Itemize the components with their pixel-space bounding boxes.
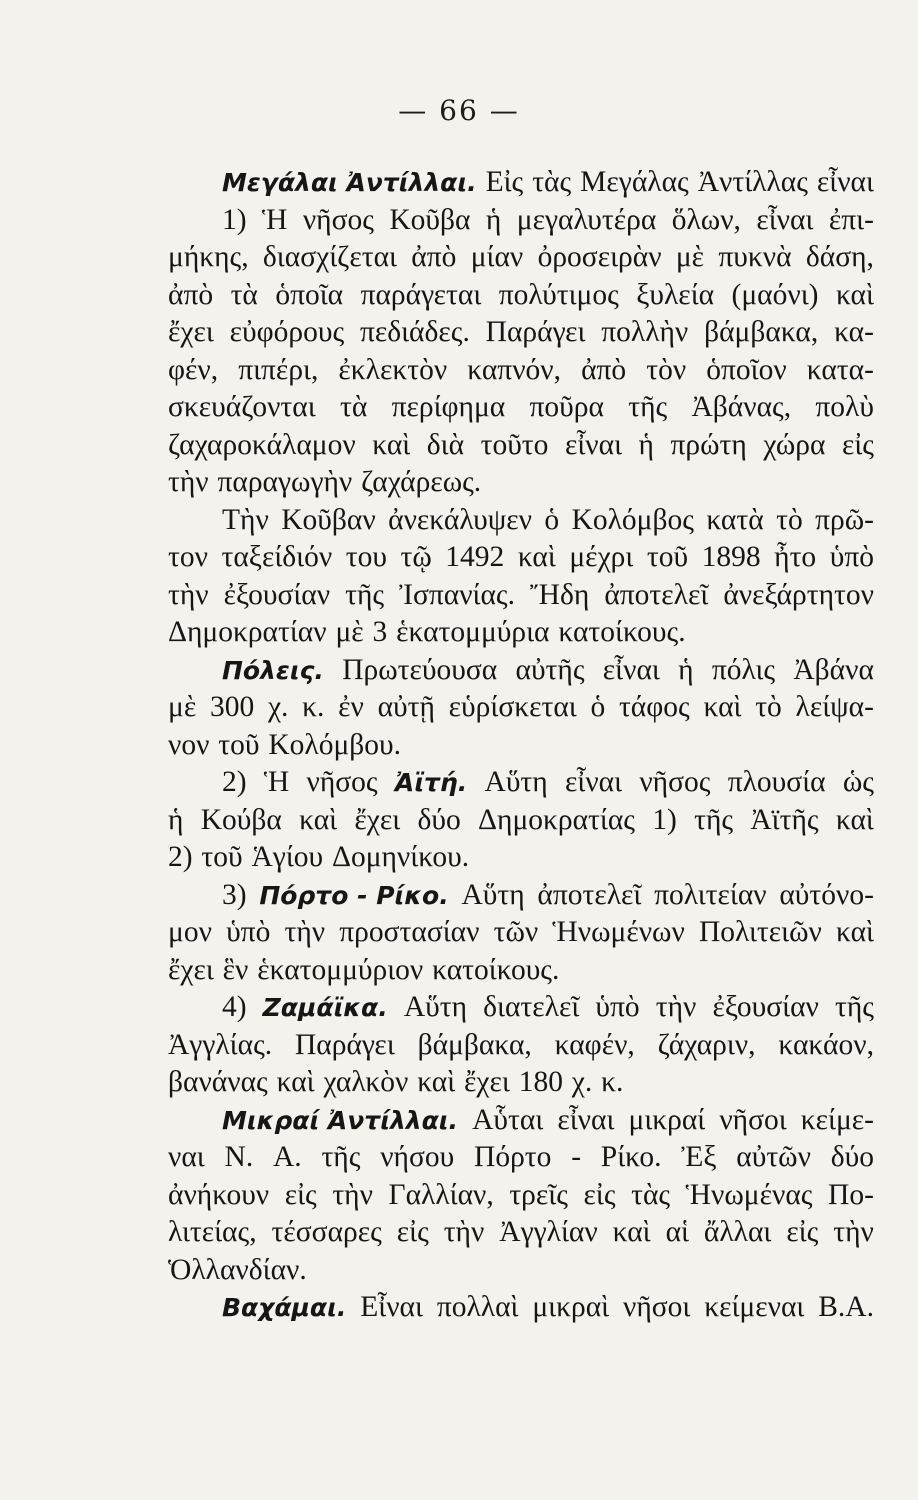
word: 3	[372, 616, 388, 648]
word: καὶ	[836, 916, 874, 948]
word: Παράγει	[294, 1028, 395, 1061]
word: προστασίαν	[339, 916, 480, 948]
text-line	[168, 989, 874, 1027]
word: πυκνὰ	[718, 241, 792, 273]
word: ἑκατομμύρια	[396, 616, 550, 648]
word: χ.	[267, 691, 289, 723]
word: τὴν	[655, 991, 697, 1023]
word: λιτείας,	[168, 1216, 257, 1248]
text-line	[168, 389, 874, 427]
word: Δομηνίκου.	[331, 841, 470, 873]
word: ἔχει	[168, 953, 214, 986]
word: διασχίζεται	[262, 241, 397, 273]
section-heading: Πόρτο - Ρίκο.	[259, 880, 449, 910]
word: μὲ	[335, 616, 364, 648]
word: βάμβακα,	[704, 316, 819, 348]
word: Αὕτη	[403, 991, 468, 1023]
word: 180	[518, 1066, 563, 1098]
word: τοῦ	[218, 728, 260, 761]
word: μεγαλυτέρα	[516, 203, 657, 236]
word: ὑπὸ	[595, 991, 640, 1023]
word: Ἤδη	[530, 578, 590, 611]
word: μικραὶ	[532, 1291, 610, 1323]
word: νῆσος	[639, 766, 711, 798]
word: ἡ	[168, 803, 184, 836]
text-line	[168, 464, 874, 502]
body-text	[168, 164, 874, 1327]
word: εἰς	[583, 1178, 616, 1211]
word: πολλαὶ	[436, 1291, 519, 1323]
text-line	[168, 614, 874, 652]
word: 2)	[168, 841, 193, 873]
word: ζάχαριν,	[657, 1028, 756, 1061]
text-line	[168, 839, 874, 877]
text-line	[168, 239, 874, 277]
word: τοῦ	[201, 841, 243, 873]
word: ἀποτελεῖ	[537, 878, 642, 911]
word: ἀνεξάρτητον	[723, 578, 874, 611]
word: πόλις	[711, 653, 776, 686]
word: βανάνας	[168, 1066, 268, 1098]
text-line	[168, 952, 874, 990]
word: τὸ	[755, 691, 782, 723]
word: τῆς	[834, 991, 874, 1023]
word: 4)	[222, 991, 247, 1023]
word: ἀνήκουν	[168, 1178, 270, 1211]
word: τῆς	[694, 803, 734, 836]
word: πιπέρι,	[238, 353, 319, 386]
word: τῆς	[321, 1141, 361, 1173]
word: Ἰσπανίας.	[399, 578, 515, 611]
word: μέχρι	[569, 541, 634, 573]
word: μικραί	[628, 1103, 706, 1136]
word: Κολόμβος	[571, 503, 694, 536]
word: ἔχει	[354, 803, 401, 836]
word: κατοίκους.	[558, 616, 686, 648]
text-line	[168, 502, 874, 540]
word: εὐφόρους	[229, 316, 345, 348]
text-line	[168, 164, 874, 202]
word: κατοίκους.	[432, 953, 560, 986]
word: βάμβακα,	[417, 1028, 532, 1061]
word: κατα-	[806, 353, 874, 386]
word: νῆσος	[306, 766, 378, 798]
text-line	[168, 202, 874, 240]
text-line	[168, 764, 874, 802]
text-line	[168, 1252, 874, 1290]
word: πολιτείαν	[654, 878, 767, 911]
word: τέσσαρες	[271, 1216, 382, 1248]
word: κ.	[302, 691, 325, 723]
section-heading: Ζαμάϊκα.	[262, 993, 388, 1022]
text-line	[168, 1027, 874, 1065]
word: πολύτιμος	[498, 278, 619, 311]
word: τον	[168, 541, 208, 573]
word: Δημοκρατίαν	[168, 616, 327, 648]
word: μήκης,	[168, 241, 249, 273]
word: νῆσοι	[719, 1103, 787, 1136]
word: πρῶ-	[815, 503, 874, 536]
word: μον	[168, 916, 212, 948]
word: ζαχάρεως.	[361, 466, 482, 498]
word: Παράγει	[485, 316, 586, 348]
word: ὡς	[842, 766, 874, 798]
word: 2)	[222, 766, 247, 798]
word: τὴν	[284, 916, 326, 948]
word: καὶ	[276, 1066, 315, 1098]
word: Αὗται	[472, 1103, 544, 1136]
word: Κούβα	[200, 803, 282, 836]
word: Πο-	[828, 1178, 874, 1211]
word: εἶναι	[557, 1103, 615, 1136]
word: Ν.	[224, 1141, 254, 1173]
word: τὰ	[230, 278, 258, 311]
word: λείψα-	[795, 691, 874, 723]
word: τρεῖς	[509, 1178, 568, 1211]
word: ἐκλεκτὸν	[338, 353, 448, 386]
word: ἄλλαι	[703, 1216, 772, 1248]
word: ζαχαροκάλαμον	[168, 428, 356, 461]
word: ναι	[168, 1141, 205, 1173]
word: ὁ	[590, 691, 606, 723]
word: πολλὴν	[601, 316, 689, 348]
word: ἓν	[222, 953, 249, 986]
word: ὁποῖον	[706, 353, 787, 386]
word: ξυλεία	[636, 278, 715, 311]
word: εἰς	[396, 1216, 429, 1248]
word: -	[571, 1141, 582, 1173]
word: εἶναι	[565, 766, 623, 798]
word: εἰς	[284, 1178, 317, 1211]
word: 1)	[222, 203, 247, 236]
word: Ἀβάνας,	[691, 391, 792, 423]
word: Α.	[272, 1141, 302, 1173]
word: Ἁγίου	[251, 841, 324, 873]
word: εἶναι	[602, 653, 660, 686]
word: 1898	[701, 541, 761, 573]
text-line	[168, 802, 874, 840]
word: ἀπὸ	[168, 278, 214, 311]
word: ὑπὸ	[226, 916, 271, 948]
word: τὰς	[532, 166, 572, 198]
text-line	[168, 1102, 874, 1140]
text-line	[168, 914, 874, 952]
word: ἐξουσίαν	[712, 991, 819, 1023]
text-line	[168, 1139, 874, 1177]
text-line	[168, 1289, 874, 1327]
word: Αὕτη	[484, 766, 548, 798]
word: κατὰ	[706, 503, 764, 536]
word: τῶν	[493, 916, 539, 948]
text-line	[168, 652, 874, 690]
word: νῆσοι	[622, 1291, 691, 1323]
word: ἡ	[485, 203, 502, 236]
word: καὶ	[517, 541, 556, 573]
word: ἔχει	[168, 316, 214, 348]
word: Τὴν	[222, 503, 269, 536]
word: 3)	[222, 878, 247, 911]
word: τοῦτο	[480, 428, 549, 461]
word: νῆσος	[302, 203, 374, 236]
word: πρώτη	[670, 428, 747, 461]
text-line	[168, 877, 874, 915]
word: Ἐξ	[681, 1141, 717, 1173]
word: κ.	[601, 1066, 624, 1098]
word: χ.	[571, 1066, 593, 1098]
word: εὑρίσκεται	[448, 691, 577, 723]
word: ἦτο	[774, 541, 817, 573]
word: εἶναι	[756, 203, 814, 236]
section-heading: Μεγάλαι Ἀντίλλαι.	[222, 168, 477, 197]
text-line	[168, 577, 874, 615]
word: διὰ	[426, 428, 465, 461]
word: ἀνεκάλυψεν	[388, 503, 532, 536]
word: τὸν	[646, 353, 687, 386]
word: καὶ	[612, 1216, 651, 1248]
word: τοῦ	[646, 541, 689, 573]
text-line	[168, 1064, 874, 1102]
word: ἡ	[638, 428, 654, 461]
word: Ἡ	[262, 203, 288, 236]
word: ἀπὸ	[581, 353, 627, 386]
word: ἐξουσίαν	[223, 578, 331, 611]
text-line	[168, 539, 874, 577]
text-line	[168, 1214, 874, 1252]
word: ἀποτελεῖ	[604, 578, 709, 611]
word: αὐτῶν	[736, 1141, 811, 1173]
word: Πολιτειῶν	[698, 916, 822, 948]
word: τὰς	[631, 1178, 671, 1211]
word: Ἀγγλίας.	[168, 1028, 273, 1061]
word: χώρα	[763, 428, 826, 461]
word: τῆς	[628, 391, 668, 423]
word: ποῦρα	[529, 391, 604, 423]
word: δάση,	[805, 241, 874, 273]
word: τὴν	[443, 1216, 485, 1248]
word: ἡ	[678, 653, 694, 686]
word: Ἡνωμένας	[685, 1178, 813, 1211]
word: (μαόνι)	[731, 278, 819, 311]
section-heading: Βαχάμαι.	[222, 1293, 347, 1322]
word: φέν,	[168, 353, 219, 386]
word: τῷ	[400, 541, 432, 573]
word: Ὁλλανδίαν.	[168, 1253, 307, 1286]
word: πλουσία	[727, 766, 826, 798]
section-heading: Πόλεις.	[222, 655, 324, 685]
word: μὲ	[168, 691, 197, 723]
word: Ἀϊτῆς	[750, 803, 819, 836]
word: τάφος	[618, 691, 690, 723]
word: καὶ	[299, 803, 338, 836]
word: διατελεῖ	[483, 991, 580, 1023]
word: καὶ	[372, 428, 411, 461]
word: τὴν	[168, 466, 209, 498]
word: νον	[168, 728, 210, 761]
word: μὲ	[675, 241, 705, 273]
word: κείμε-	[800, 1103, 874, 1136]
text-line	[168, 727, 874, 765]
word: παράγεται	[360, 278, 482, 311]
word: εἰς	[841, 428, 874, 461]
word: Πρωτεύουσα	[342, 653, 498, 686]
word: τὰ	[339, 391, 368, 423]
word: καὶ	[703, 691, 742, 723]
word: καὶ	[417, 1066, 456, 1098]
text-line	[168, 314, 874, 352]
word: Ἀβάνα	[793, 653, 874, 686]
word: δύο	[830, 1141, 874, 1173]
word: ὀροσειρὰν	[537, 241, 662, 273]
word: παραγωγὴν	[217, 466, 353, 498]
page-number: — 66 —	[398, 94, 520, 127]
text-line	[168, 427, 874, 465]
word: Κοῦβα	[389, 203, 471, 236]
word: χαλκὸν	[323, 1066, 409, 1098]
word: κακάον,	[778, 1028, 874, 1061]
word: σκευάζονται	[168, 391, 316, 423]
word: 300	[209, 691, 255, 723]
word: του	[345, 541, 387, 573]
word: ἑκατομμύριον	[257, 953, 424, 986]
word: ὑπὸ	[829, 541, 874, 573]
word: Πόρτο	[474, 1141, 552, 1173]
word: νήσου	[380, 1141, 455, 1173]
word: Δημοκρατίας	[478, 803, 635, 836]
word: Αὕτη	[461, 878, 525, 911]
word: Εἶναι	[360, 1291, 423, 1323]
word: κείμεναι	[704, 1291, 805, 1323]
word: ἔχει	[464, 1066, 510, 1098]
word: Εἰς	[485, 166, 524, 198]
word: δύο	[417, 803, 461, 836]
word: Κοῦβαν	[281, 503, 376, 536]
word: ὁ	[544, 503, 560, 536]
word: εἶναι	[564, 428, 623, 461]
word: ταξείδιόν	[221, 541, 333, 573]
word: Μεγάλας	[580, 166, 689, 198]
word: μίαν	[470, 241, 524, 273]
section-heading: Μικραί Ἀντίλλαι.	[222, 1105, 459, 1135]
word: Γαλλίαν,	[388, 1178, 494, 1211]
word: κα-	[834, 316, 874, 348]
word: εἶναι	[816, 166, 874, 198]
word: 1)	[652, 803, 677, 836]
word: καφέν,	[554, 1028, 635, 1061]
text-line	[168, 277, 874, 315]
word: Ἡνωμένων	[552, 916, 685, 948]
word: τὴν	[168, 578, 209, 611]
word: 1492	[445, 541, 505, 573]
word: ἐπι-	[828, 203, 874, 236]
text-line	[168, 352, 874, 390]
word: τὸ	[776, 503, 803, 536]
section-heading: Ἀϊτή.	[394, 768, 468, 797]
word: καπνόν,	[467, 353, 562, 386]
word: τῆς	[345, 578, 385, 611]
text-line	[168, 689, 874, 727]
word: ὁποῖα	[275, 278, 344, 311]
word: πολὺ	[815, 391, 874, 423]
word: ἀπὸ	[411, 241, 457, 273]
word: Β.Α.	[818, 1291, 874, 1323]
word: Ἡ	[263, 766, 290, 798]
word: Ἀγγλίαν	[499, 1216, 598, 1248]
word: πεδιάδες.	[359, 316, 470, 348]
word: Κολόμβου.	[268, 728, 402, 761]
word: αὐτόνο-	[779, 878, 874, 911]
word: περίφημα	[391, 391, 506, 423]
word: αὐτῇ	[377, 691, 435, 723]
word: τὴν	[332, 1178, 373, 1211]
word: Ἀντίλλας	[697, 166, 808, 198]
word: εἰς	[786, 1216, 819, 1248]
word: τὴν	[833, 1216, 874, 1248]
word: αἱ	[665, 1216, 689, 1248]
text-line	[168, 1177, 874, 1215]
word: ἐν	[338, 691, 364, 723]
word: Ρίκο.	[600, 1141, 662, 1173]
word: αὐτῆς	[515, 653, 585, 686]
word: καὶ	[835, 278, 874, 311]
word: ὅλων,	[671, 203, 741, 236]
word: καὶ	[835, 803, 874, 836]
